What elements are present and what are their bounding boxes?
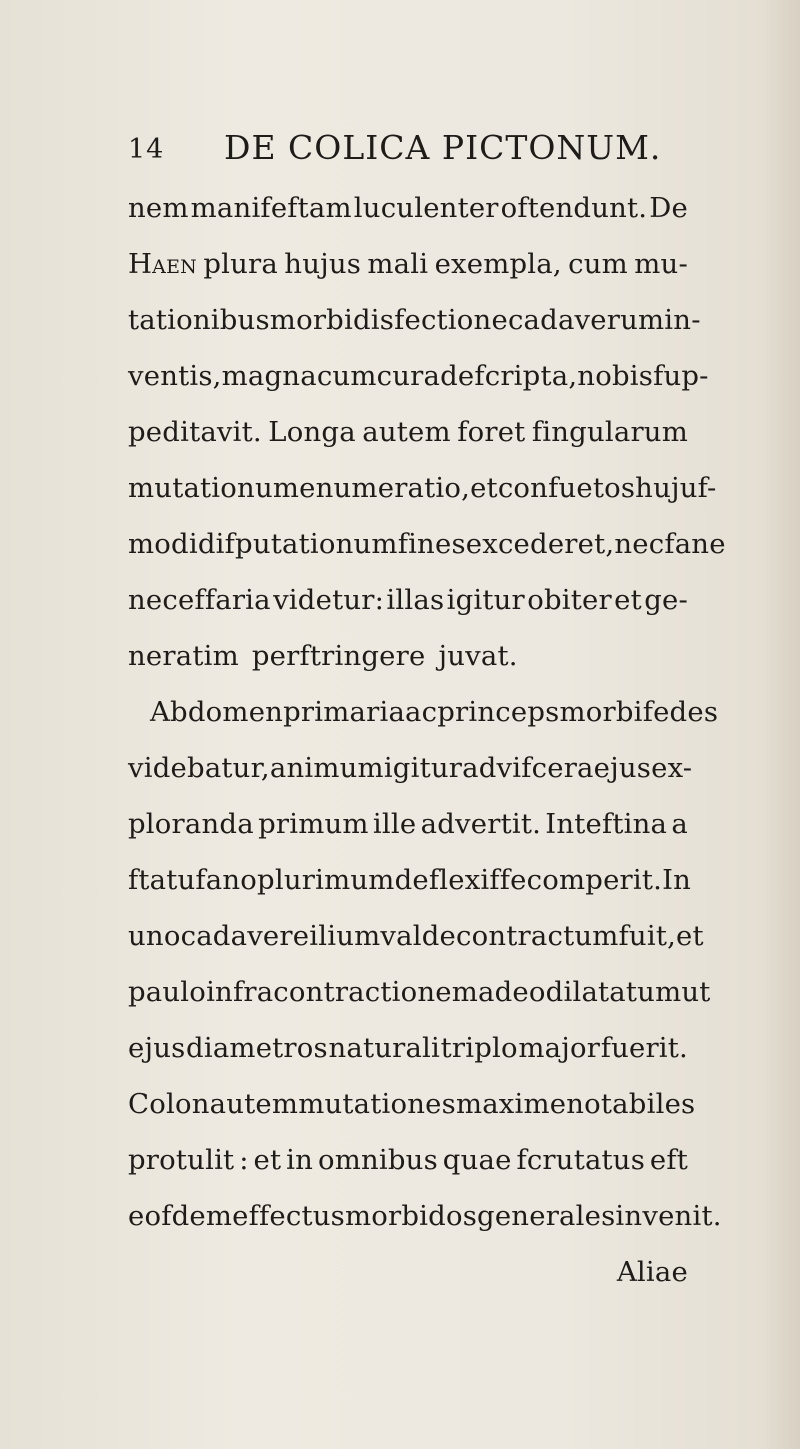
word: cum	[568, 248, 628, 280]
word: ftatu	[128, 864, 196, 896]
word: obiter	[527, 584, 612, 616]
paragraph-first-line	[128, 684, 719, 740]
word: Colon	[128, 1088, 210, 1120]
word: fuit,	[618, 920, 677, 952]
catchword	[128, 1244, 688, 1300]
word: peditavit.	[128, 416, 262, 448]
word: ilium	[309, 920, 381, 952]
text-line	[128, 1076, 696, 1132]
text-line	[128, 404, 688, 460]
word: major	[518, 1032, 601, 1064]
word: plurimum	[257, 864, 395, 896]
word: quae	[442, 1144, 512, 1176]
word: videtur:	[273, 584, 385, 616]
word: tationibus	[128, 304, 270, 336]
word: fingularum	[531, 416, 688, 448]
word: vifcera	[496, 752, 594, 784]
word: ploranda	[128, 808, 254, 840]
word: enumeratio,	[299, 472, 471, 504]
word: eofdem	[128, 1200, 233, 1232]
text-line	[128, 180, 688, 236]
word: exempla,	[434, 248, 562, 280]
word: generales	[477, 1200, 616, 1232]
word: ejus	[593, 752, 652, 784]
word: notabiles	[566, 1088, 696, 1120]
word: princeps	[437, 696, 560, 728]
word: morbidis	[269, 304, 395, 336]
word: autem	[362, 416, 451, 448]
text-line	[128, 1132, 688, 1188]
word: fane	[664, 528, 726, 560]
word: illas	[386, 584, 445, 616]
word: valde	[380, 920, 457, 952]
word: In	[662, 864, 692, 896]
word: magna	[221, 360, 317, 392]
word: invenit.	[615, 1200, 722, 1232]
word: primaria	[283, 696, 406, 728]
word: nec	[614, 528, 665, 560]
word: morbi	[559, 696, 643, 728]
text-line	[128, 1188, 722, 1244]
word: naturali	[328, 1032, 441, 1064]
word: in	[286, 1144, 314, 1176]
word: hujuf-	[635, 472, 717, 504]
text-line	[128, 740, 693, 796]
word: protulit	[128, 1144, 235, 1176]
word: Haen	[128, 248, 197, 280]
word: neceffaria	[128, 584, 271, 616]
word: nem	[128, 192, 189, 224]
word: primum	[258, 808, 369, 840]
word: ad	[462, 752, 497, 784]
word: Inteftina	[545, 808, 668, 840]
word: cadavere	[180, 920, 310, 952]
word: neratim	[128, 640, 239, 672]
word: igitur	[446, 584, 525, 616]
word: deflexiffe	[394, 864, 527, 896]
word: ge-	[644, 584, 688, 616]
word: fano	[195, 864, 258, 896]
word: difputationum	[197, 528, 398, 560]
word: modi	[128, 528, 198, 560]
text-line	[128, 908, 704, 964]
word: igitur	[383, 752, 463, 784]
text-line	[128, 460, 717, 516]
word: morbidos	[344, 1200, 478, 1232]
word: et	[470, 472, 498, 504]
word: fines	[397, 528, 466, 560]
word: ut	[681, 976, 711, 1008]
word: contractum	[456, 920, 619, 952]
text-line	[128, 516, 726, 572]
text-line	[128, 628, 688, 684]
word: cadaverum	[507, 304, 665, 336]
word: cura	[376, 360, 441, 392]
word: hujus	[284, 248, 362, 280]
word: plura	[203, 248, 278, 280]
word: mali	[367, 248, 429, 280]
word: mutationes	[298, 1088, 456, 1120]
text-line	[128, 1020, 688, 1076]
word: fedes	[642, 696, 719, 728]
word: triplo	[440, 1032, 518, 1064]
word: confuetos	[497, 472, 636, 504]
word: a	[671, 808, 688, 840]
word: juvat.	[438, 640, 518, 672]
word: ejus	[128, 1032, 186, 1064]
text-line	[128, 964, 711, 1020]
word: animum	[269, 752, 384, 784]
word: ille	[372, 808, 417, 840]
word: ventis,	[128, 360, 222, 392]
word: perftringere	[251, 640, 426, 672]
running-title: DE COLICA PICTONUM.	[224, 128, 662, 167]
word: paulo	[128, 976, 207, 1008]
word: maxime	[455, 1088, 567, 1120]
word: fectione	[394, 304, 508, 336]
word: advertit.	[420, 808, 542, 840]
word: Aliae	[616, 1256, 688, 1288]
word: ex-	[651, 752, 693, 784]
word: fup-	[653, 360, 709, 392]
word: fuerit.	[600, 1032, 688, 1064]
word: dilatatum	[545, 976, 682, 1008]
word: autem	[209, 1088, 299, 1120]
word: in-	[664, 304, 701, 336]
text-line	[128, 852, 692, 908]
word: defcripta,	[440, 360, 578, 392]
word: ac	[405, 696, 438, 728]
word: luculenter	[353, 192, 499, 224]
word: et	[676, 920, 704, 952]
text-line	[128, 796, 688, 852]
word: eft	[649, 1144, 688, 1176]
word: oftendunt.	[500, 192, 648, 224]
word: nobis	[577, 360, 654, 392]
word: De	[649, 192, 688, 224]
word: omnibus	[317, 1144, 438, 1176]
page-header	[128, 126, 688, 176]
word: et	[253, 1144, 282, 1176]
body-text	[128, 180, 726, 1300]
word: Abdomen	[150, 696, 284, 728]
word: contractionem	[273, 976, 479, 1008]
word: foret	[457, 416, 526, 448]
word: fcrutatus	[516, 1144, 646, 1176]
word: infra	[206, 976, 274, 1008]
word: cum	[316, 360, 377, 392]
word: :	[239, 1144, 249, 1176]
text-line	[128, 236, 688, 292]
text-line	[128, 292, 701, 348]
word: videbatur,	[128, 752, 270, 784]
word: Longa	[268, 416, 356, 448]
text-line	[128, 348, 709, 404]
text-line	[128, 572, 688, 628]
word: adeo	[478, 976, 546, 1008]
word: effectus	[232, 1200, 345, 1232]
word: manifeftam	[190, 192, 352, 224]
word: comperit.	[526, 864, 663, 896]
word: diametros	[186, 1032, 328, 1064]
word: excederet,	[465, 528, 615, 560]
word: mu-	[634, 248, 688, 280]
word: uno	[128, 920, 181, 952]
word: et	[614, 584, 642, 616]
word: mutationum	[128, 472, 300, 504]
page-number: 14	[128, 134, 165, 165]
